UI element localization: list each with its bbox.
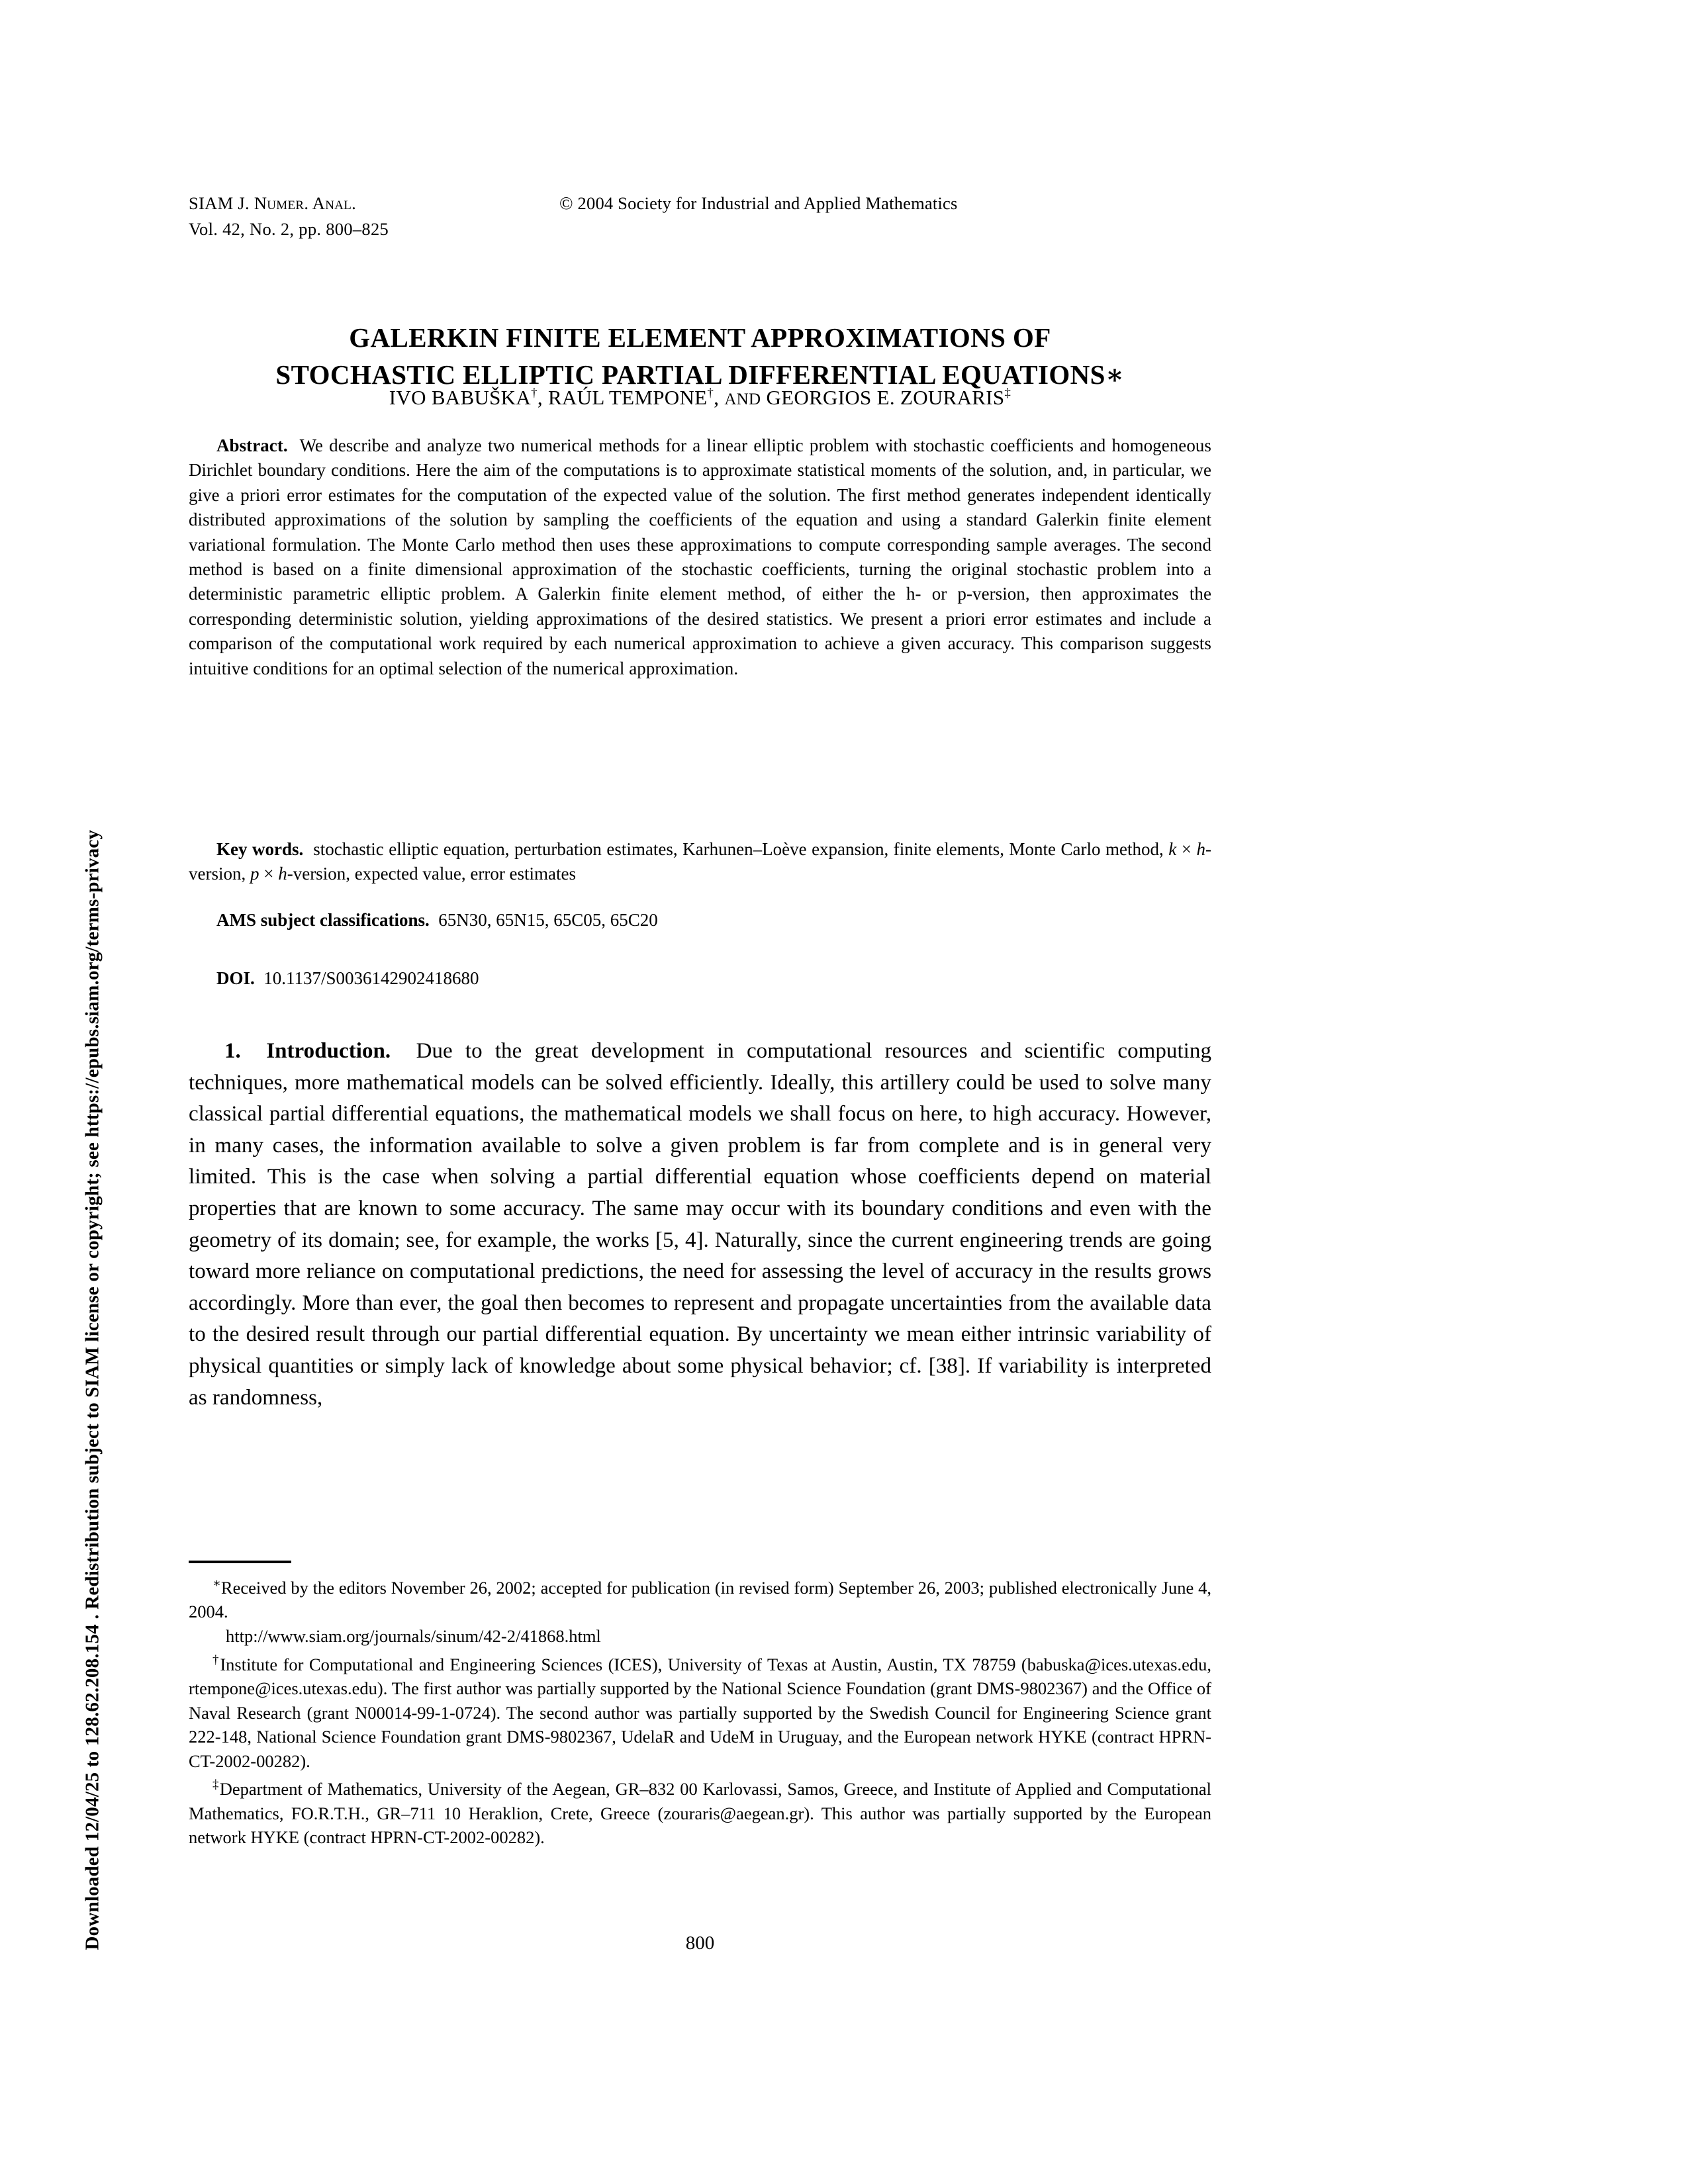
- ams-classification-section: [189, 908, 1211, 933]
- download-watermark-sidebar: [0, 0, 103, 2184]
- title-line-2-text: STOCHASTIC ELLIPTIC PARTIAL DIFFERENTIAL EQUATIONS: [275, 359, 1105, 390]
- section-number: 1.: [224, 1039, 241, 1063]
- download-watermark-text: Downloaded 12/04/25 to 128.62.208.154 . Redistribution subject to SIAM license or copyright; see https://epubs.siam.org/terms-privacy: [81, 829, 103, 1950]
- keywords-symbol-h-2: h: [278, 864, 287, 884]
- footnote-affiliation-dagger: [189, 1649, 1211, 1774]
- footnote-dagger-marker: †: [212, 1653, 220, 1667]
- footnote-article-url[interactable]: [189, 1624, 1211, 1649]
- keywords-section: [189, 837, 1211, 887]
- keywords-symbol-p: p: [250, 864, 259, 884]
- page-title: [189, 319, 1211, 393]
- ams-codes: 65N30, 65N15, 65C05, 65C20: [438, 910, 658, 930]
- keywords-label: Key words.: [216, 839, 304, 859]
- author-1-affiliation-marker: †: [531, 386, 538, 400]
- footnote-url-text[interactable]: http://www.siam.org/journals/sinum/42-2/41868.html: [226, 1626, 601, 1647]
- title-footnote-marker: ∗: [1105, 359, 1125, 390]
- ams-label: AMS subject classifications.: [216, 910, 430, 930]
- author-3-affiliation-marker: ‡: [1004, 386, 1011, 400]
- footnote-received-text: Received by the editors November 26, 2002; accepted for publication (in revised form) September 26, 2003; published electronically June 4, 2004.: [189, 1577, 1211, 1622]
- journal-volume-pages: Vol. 42, No. 2, pp. 800–825: [189, 219, 389, 239]
- footnote-received: [189, 1572, 1211, 1624]
- title-line-1: GALERKIN FINITE ELEMENT APPROXIMATIONS OF: [349, 322, 1051, 353]
- keywords-symbol-h-1: h: [1196, 839, 1205, 859]
- introduction-section: [189, 1036, 1211, 1414]
- author-2-affiliation-marker: †: [707, 386, 714, 400]
- footnote-separator-rule: [189, 1561, 291, 1563]
- abstract-label: Abstract.: [216, 435, 288, 455]
- introduction-body: Due to the great development in computational resources and scientific computing techniques, more mathematical models can be solved efficiently. Ideally, this artillery could be used to solve many classical partial differential equations, the mathematical models we shall focus on here, to high accuracy. However, in many cases, the information available to solve a given problem is far from complete and is in general very limited. This is the case when solving a partial differential equation whose coefficients depend on material properties that are known to some accuracy. The same may occur with its boundary conditions and even with the geometry of its domain; see, for example, the works [5, 4]. Naturally, since the current engineering trends are going toward more reliance on computational predictions, the need for assessing the level of accuracy in the results grows accordingly. More than ever, the goal then becomes to represent and propagate uncertainties from the available data to the desired result through our partial differential equation. By uncertainty we mean either intrinsic variability of physical quantities or simply lack of knowledge about some physical behavior; cf. [38]. If variability is interpreted as randomness,: [189, 1039, 1211, 1410]
- footnote-affiliation-ddagger: [189, 1773, 1211, 1850]
- footnote-ddagger-text: Department of Mathematics, University of the Aegean, GR–832 00 Karlovassi, Samos, Greece, and Institute of Applied and Computational Mathematics, FO.R.T.H., GR–711 10 Heraklion, Crete, Greece (zouraris@aegean.gr). This author was partially supported by the European network HYKE (contract HPRN-CT-2002-00282).: [189, 1779, 1212, 1848]
- copyright-icon: ©: [559, 193, 573, 213]
- author-conjunction: AND: [724, 390, 761, 408]
- author-2-name: RAÚL TEMPONE: [547, 386, 708, 409]
- doi-value[interactable]: 10.1137/S0036142902418680: [263, 968, 479, 988]
- author-1-name: IVO BABUŠKA: [389, 386, 532, 409]
- keywords-part-1: stochastic elliptic equation, perturbation estimates, Karhunen–Loève expansion, finite elements, Monte Carlo method,: [313, 839, 1169, 859]
- author-separator-1: ,: [537, 386, 548, 409]
- keywords-times-1: ×: [1176, 839, 1197, 859]
- journal-header: [189, 191, 1211, 244]
- keywords-times-2: ×: [259, 864, 279, 884]
- footnote-dagger-text: Institute for Computational and Engineering Sciences (ICES), University of Texas at Austin, Austin, TX 78759 (babuska@ices.utexas.edu, rtempone@ices.utexas.edu). The first author was partially supported by the National Science Foundation (grant DMS-9802367) and the Office of Naval Research (grant N00014-99-1-0724). The second author was partially supported by the Swedish Council for Engineering Science grant 222-148, National Science Foundation grant DMS-9802367, UdelaR and UdeM in Uruguay, and the European network HYKE (contract HPRN-CT-2002-00282).: [189, 1654, 1212, 1771]
- footnotes-section: [189, 1572, 1211, 1850]
- keywords-symbol-k: k: [1168, 839, 1177, 859]
- keywords-version-2: -version, expected value, error estimates: [287, 864, 577, 884]
- paper-page: [189, 0, 1211, 2184]
- footnote-star-marker: ∗: [212, 1576, 221, 1590]
- abstract-body: We describe and analyze two numerical methods for a linear elliptic problem with stochastic coefficients and homogeneous Dirichlet boundary conditions. Here the aim of the computations is to approximate statistical moments of the solution, and, in particular, we give a priori error estimates for the computation of the expected value of the solution. The first method generates independent identically distributed approximations of the solution by sampling the coefficients of the equation and using a standard Galerkin finite element variational formulation. The Monte Carlo method then uses these approximations to compute corresponding sample averages. The second method is based on a finite dimensional approximation of the stochastic coefficients, turning the original stochastic problem into a deterministic parametric elliptic problem. A Galerkin finite element method, of either the h- or p-version, then approximates the corresponding deterministic solution, yielding approximations of the desired statistics. We present a priori error estimates and include a comparison of the computational work required by each numerical approximation to achieve a given accuracy. This comparison suggests intuitive conditions for an optimal selection of the numerical approximation.: [189, 435, 1211, 678]
- page-number: 800: [685, 1933, 715, 1954]
- copyright-notice: [559, 191, 958, 216]
- author-list: [189, 386, 1211, 410]
- doi-section: [189, 966, 1211, 991]
- author-separator-2: ,: [714, 386, 725, 409]
- section-heading: Introduction.: [266, 1039, 391, 1063]
- keywords-version-1: -version,: [189, 839, 1211, 884]
- journal-identification: [189, 191, 389, 242]
- author-3-name: GEORGIOS E. ZOURARIS: [766, 386, 1005, 409]
- footnote-ddagger-marker: ‡: [212, 1778, 220, 1792]
- doi-label: DOI.: [216, 968, 255, 988]
- copyright-text: 2004 Society for Industrial and Applied Mathematics: [577, 193, 958, 213]
- journal-name: SIAM J. Numer. Anal.: [189, 193, 357, 213]
- abstract-section: [189, 433, 1211, 681]
